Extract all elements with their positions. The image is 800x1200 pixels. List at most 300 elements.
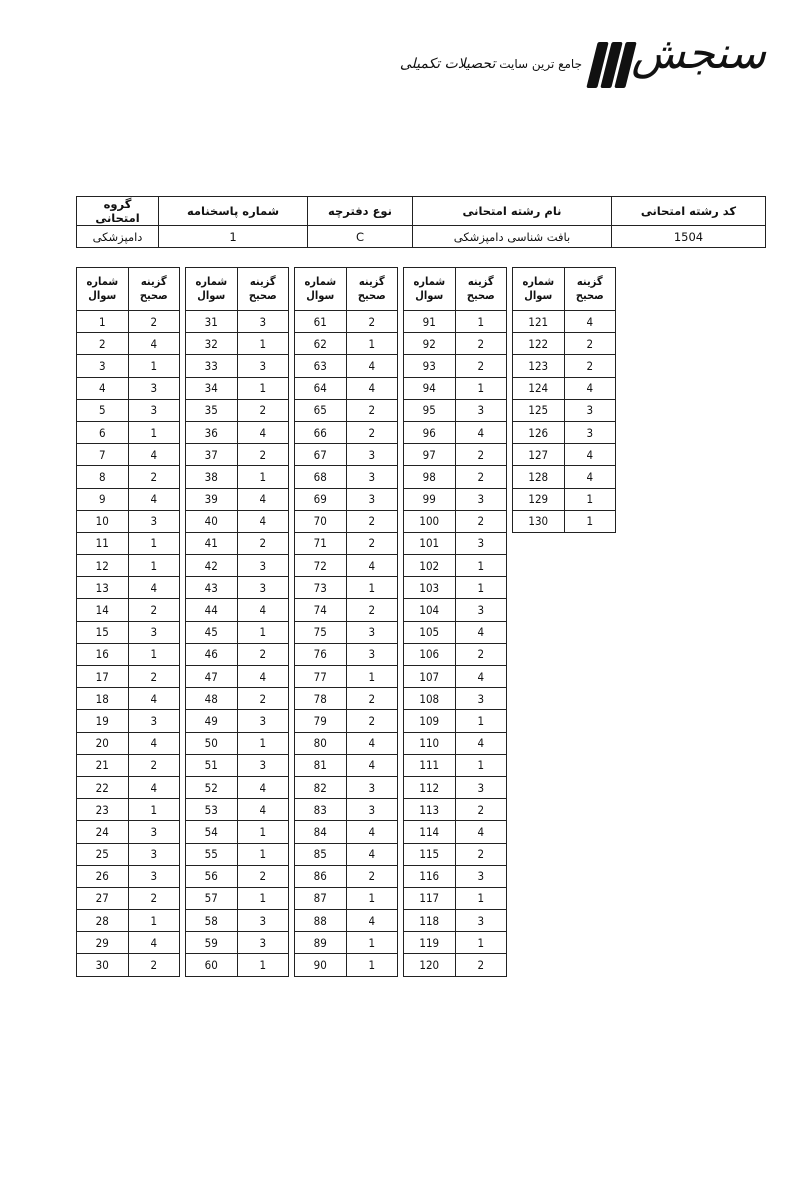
question-number: 26 <box>77 865 129 887</box>
correct-option: 2 <box>346 710 398 732</box>
answer-block-header <box>77 268 180 311</box>
tagline-prefix: جامع ترین سایت <box>499 57 582 71</box>
answer-row <box>77 754 180 776</box>
answer-row <box>77 510 180 532</box>
correct-option: 3 <box>237 754 289 776</box>
correct-option: 1 <box>455 577 507 599</box>
correct-option: 1 <box>128 799 180 821</box>
question-number: 64 <box>295 377 347 399</box>
question-number: 85 <box>295 843 347 865</box>
correct-option: 1 <box>237 954 289 976</box>
question-number: 127 <box>513 444 565 466</box>
question-number: 35 <box>186 399 238 421</box>
answer-row <box>77 466 180 488</box>
correct-option: 1 <box>128 421 180 443</box>
question-number: 117 <box>404 887 456 909</box>
answer-col-header: گزینه صحیح <box>237 268 289 311</box>
header-sheet-number: شماره پاسخنامه <box>159 197 308 226</box>
correct-option: 2 <box>564 355 616 377</box>
question-number: 20 <box>77 732 129 754</box>
exam-info-table <box>76 196 766 248</box>
correct-option: 3 <box>455 532 507 554</box>
answer-row <box>404 466 507 488</box>
answer-row <box>186 732 289 754</box>
answer-row <box>186 399 289 421</box>
question-number: 83 <box>295 799 347 821</box>
question-number: 49 <box>186 710 238 732</box>
correct-option: 2 <box>237 532 289 554</box>
value-booklet-type: C <box>308 226 413 248</box>
correct-option: 2 <box>346 399 398 421</box>
question-number: 57 <box>186 887 238 909</box>
answer-row <box>404 910 507 932</box>
question-number: 96 <box>404 421 456 443</box>
answer-row <box>77 532 180 554</box>
correct-option: 1 <box>455 887 507 909</box>
correct-option: 2 <box>346 311 398 333</box>
tagline-hand: تحصیلات تکمیلی <box>399 56 496 72</box>
correct-option: 4 <box>346 555 398 577</box>
answer-row <box>404 732 507 754</box>
answer-row <box>295 910 398 932</box>
correct-option: 2 <box>455 643 507 665</box>
question-number: 73 <box>295 577 347 599</box>
correct-option: 2 <box>346 532 398 554</box>
answer-row <box>513 421 616 443</box>
answer-row <box>404 599 507 621</box>
correct-option: 4 <box>346 377 398 399</box>
correct-option: 2 <box>346 421 398 443</box>
question-number: 63 <box>295 355 347 377</box>
question-number: 27 <box>77 887 129 909</box>
correct-option: 2 <box>564 333 616 355</box>
correct-option: 2 <box>455 444 507 466</box>
header-code: کد رشته امتحانی <box>612 197 766 226</box>
question-number: 99 <box>404 488 456 510</box>
answer-row <box>295 688 398 710</box>
answer-row <box>295 510 398 532</box>
value-sheet-number: 1 <box>159 226 308 248</box>
answer-row <box>186 710 289 732</box>
correct-option: 4 <box>128 932 180 954</box>
correct-option: 3 <box>455 488 507 510</box>
answer-row <box>404 488 507 510</box>
answer-row <box>513 355 616 377</box>
question-number: 122 <box>513 333 565 355</box>
answer-row <box>295 843 398 865</box>
correct-option: 1 <box>564 488 616 510</box>
answer-row <box>295 776 398 798</box>
answer-row <box>404 333 507 355</box>
correct-option: 3 <box>346 621 398 643</box>
question-number: 92 <box>404 333 456 355</box>
answer-row <box>186 599 289 621</box>
correct-option: 4 <box>455 621 507 643</box>
answer-row <box>186 532 289 554</box>
answer-row <box>77 688 180 710</box>
question-number: 123 <box>513 355 565 377</box>
question-number: 97 <box>404 444 456 466</box>
question-number: 28 <box>77 910 129 932</box>
correct-option: 1 <box>237 621 289 643</box>
correct-option: 1 <box>128 532 180 554</box>
question-col-header: شماره سوال <box>404 268 456 311</box>
question-number: 42 <box>186 555 238 577</box>
correct-option: 4 <box>128 732 180 754</box>
correct-option: 3 <box>346 776 398 798</box>
question-number: 25 <box>77 843 129 865</box>
question-number: 47 <box>186 666 238 688</box>
correct-option: 2 <box>128 954 180 976</box>
answer-row <box>404 621 507 643</box>
question-number: 11 <box>77 532 129 554</box>
correct-option: 3 <box>128 621 180 643</box>
correct-option: 2 <box>237 865 289 887</box>
answer-row <box>77 710 180 732</box>
correct-option: 4 <box>455 732 507 754</box>
question-number: 66 <box>295 421 347 443</box>
correct-option: 2 <box>455 799 507 821</box>
correct-option: 1 <box>128 643 180 665</box>
correct-option: 4 <box>346 821 398 843</box>
correct-option: 4 <box>346 843 398 865</box>
answer-row <box>77 488 180 510</box>
correct-option: 4 <box>237 599 289 621</box>
question-number: 14 <box>77 599 129 621</box>
question-number: 90 <box>295 954 347 976</box>
answer-row <box>186 643 289 665</box>
correct-option: 3 <box>455 776 507 798</box>
correct-option: 2 <box>455 954 507 976</box>
answer-row <box>186 821 289 843</box>
answer-row <box>186 666 289 688</box>
question-number: 55 <box>186 843 238 865</box>
correct-option: 4 <box>346 732 398 754</box>
question-number: 24 <box>77 821 129 843</box>
question-col-header: شماره سوال <box>295 268 347 311</box>
question-number: 62 <box>295 333 347 355</box>
question-number: 118 <box>404 910 456 932</box>
question-number: 68 <box>295 466 347 488</box>
answer-row <box>186 954 289 976</box>
question-number: 18 <box>77 688 129 710</box>
question-number: 87 <box>295 887 347 909</box>
question-number: 65 <box>295 399 347 421</box>
correct-option: 4 <box>346 355 398 377</box>
correct-option: 3 <box>128 510 180 532</box>
answer-row <box>186 799 289 821</box>
answer-row <box>295 377 398 399</box>
question-number: 100 <box>404 510 456 532</box>
answer-row <box>513 377 616 399</box>
question-number: 112 <box>404 776 456 798</box>
answer-row <box>295 399 398 421</box>
question-number: 36 <box>186 421 238 443</box>
question-number: 61 <box>295 311 347 333</box>
question-number: 1 <box>77 311 129 333</box>
question-number: 6 <box>77 421 129 443</box>
correct-option: 3 <box>455 599 507 621</box>
question-number: 104 <box>404 599 456 621</box>
answer-row <box>77 555 180 577</box>
answer-row <box>77 421 180 443</box>
correct-option: 1 <box>128 910 180 932</box>
correct-option: 1 <box>128 555 180 577</box>
answer-row <box>404 710 507 732</box>
question-number: 13 <box>77 577 129 599</box>
answer-row <box>295 821 398 843</box>
value-code: 1504 <box>612 226 766 248</box>
answer-row <box>186 466 289 488</box>
correct-option: 1 <box>455 710 507 732</box>
answer-block-header <box>186 268 289 311</box>
correct-option: 4 <box>564 377 616 399</box>
answer-row <box>404 666 507 688</box>
answer-row <box>295 333 398 355</box>
question-number: 120 <box>404 954 456 976</box>
logo-bars-icon <box>590 42 634 88</box>
question-number: 79 <box>295 710 347 732</box>
answer-row <box>77 577 180 599</box>
answer-row <box>404 399 507 421</box>
correct-option: 4 <box>237 421 289 443</box>
correct-option: 2 <box>455 466 507 488</box>
question-number: 69 <box>295 488 347 510</box>
question-number: 94 <box>404 377 456 399</box>
correct-option: 3 <box>128 399 180 421</box>
question-number: 86 <box>295 865 347 887</box>
question-number: 46 <box>186 643 238 665</box>
answer-block-3 <box>294 267 398 977</box>
answer-block-header <box>404 268 507 311</box>
question-number: 43 <box>186 577 238 599</box>
question-number: 30 <box>77 954 129 976</box>
answer-block-header <box>513 268 616 311</box>
correct-option: 1 <box>346 887 398 909</box>
question-number: 72 <box>295 555 347 577</box>
exam-info-value-row <box>77 226 766 248</box>
correct-option: 3 <box>564 421 616 443</box>
question-number: 56 <box>186 865 238 887</box>
answer-row <box>404 355 507 377</box>
question-number: 125 <box>513 399 565 421</box>
correct-option: 2 <box>128 466 180 488</box>
question-number: 21 <box>77 754 129 776</box>
question-number: 8 <box>77 466 129 488</box>
question-number: 89 <box>295 932 347 954</box>
question-number: 10 <box>77 510 129 532</box>
correct-option: 2 <box>128 311 180 333</box>
answer-row <box>404 843 507 865</box>
question-number: 40 <box>186 510 238 532</box>
question-number: 116 <box>404 865 456 887</box>
question-number: 33 <box>186 355 238 377</box>
answer-row <box>295 488 398 510</box>
question-number: 39 <box>186 488 238 510</box>
correct-option: 3 <box>346 799 398 821</box>
question-number: 19 <box>77 710 129 732</box>
answer-block-1 <box>76 267 180 977</box>
correct-option: 1 <box>455 754 507 776</box>
question-number: 34 <box>186 377 238 399</box>
correct-option: 4 <box>346 910 398 932</box>
answer-row <box>186 887 289 909</box>
question-number: 107 <box>404 666 456 688</box>
question-number: 37 <box>186 444 238 466</box>
answer-row <box>404 754 507 776</box>
correct-option: 4 <box>564 444 616 466</box>
correct-option: 4 <box>128 688 180 710</box>
answer-row <box>77 843 180 865</box>
question-number: 80 <box>295 732 347 754</box>
question-number: 32 <box>186 333 238 355</box>
correct-option: 1 <box>346 954 398 976</box>
correct-option: 3 <box>237 311 289 333</box>
answer-row <box>404 421 507 443</box>
correct-option: 1 <box>346 666 398 688</box>
answer-row <box>404 887 507 909</box>
answer-row <box>404 688 507 710</box>
answer-row <box>186 865 289 887</box>
question-number: 38 <box>186 466 238 488</box>
question-number: 71 <box>295 532 347 554</box>
correct-option: 4 <box>128 577 180 599</box>
answer-row <box>295 532 398 554</box>
answer-row <box>404 865 507 887</box>
exam-info-header-row <box>77 197 766 226</box>
answer-col-header: گزینه صحیح <box>564 268 616 311</box>
question-number: 75 <box>295 621 347 643</box>
answer-block-5 <box>512 267 616 533</box>
answer-col-header: گزینه صحیح <box>455 268 507 311</box>
logo <box>399 22 766 92</box>
correct-option: 1 <box>128 355 180 377</box>
answer-row <box>404 776 507 798</box>
correct-option: 2 <box>455 510 507 532</box>
question-number: 124 <box>513 377 565 399</box>
answer-row <box>186 754 289 776</box>
answer-row <box>77 821 180 843</box>
question-number: 103 <box>404 577 456 599</box>
answer-row <box>513 333 616 355</box>
answer-row <box>186 932 289 954</box>
correct-option: 3 <box>237 577 289 599</box>
question-number: 17 <box>77 666 129 688</box>
correct-option: 1 <box>455 555 507 577</box>
header-field-name: نام رشته امتحانی <box>413 197 612 226</box>
answer-row <box>77 932 180 954</box>
correct-option: 4 <box>128 776 180 798</box>
answer-row <box>186 333 289 355</box>
answer-row <box>186 377 289 399</box>
question-number: 76 <box>295 643 347 665</box>
answer-row <box>186 910 289 932</box>
question-number: 4 <box>77 377 129 399</box>
correct-option: 4 <box>564 311 616 333</box>
answer-row <box>513 311 616 333</box>
question-number: 109 <box>404 710 456 732</box>
correct-option: 4 <box>128 488 180 510</box>
answer-row <box>186 510 289 532</box>
answer-row <box>404 444 507 466</box>
answer-row <box>77 399 180 421</box>
question-number: 78 <box>295 688 347 710</box>
header-exam-group: گروه امتحانی <box>77 197 159 226</box>
correct-option: 2 <box>128 887 180 909</box>
correct-option: 2 <box>455 333 507 355</box>
correct-option: 4 <box>237 510 289 532</box>
question-number: 129 <box>513 488 565 510</box>
answer-row <box>295 311 398 333</box>
correct-option: 1 <box>455 311 507 333</box>
question-number: 106 <box>404 643 456 665</box>
answer-row <box>295 799 398 821</box>
question-number: 48 <box>186 688 238 710</box>
question-number: 50 <box>186 732 238 754</box>
answer-row <box>186 577 289 599</box>
correct-option: 3 <box>128 710 180 732</box>
correct-option: 3 <box>455 865 507 887</box>
correct-option: 2 <box>346 688 398 710</box>
answer-row <box>295 754 398 776</box>
answer-row <box>295 643 398 665</box>
correct-option: 1 <box>346 333 398 355</box>
answer-col-header: گزینه صحیح <box>346 268 398 311</box>
question-number: 60 <box>186 954 238 976</box>
answer-row <box>404 510 507 532</box>
answer-row <box>77 887 180 909</box>
answer-col-header: گزینه صحیح <box>128 268 180 311</box>
question-number: 126 <box>513 421 565 443</box>
answer-row <box>186 621 289 643</box>
question-number: 44 <box>186 599 238 621</box>
correct-option: 4 <box>455 421 507 443</box>
answer-row <box>77 621 180 643</box>
question-number: 111 <box>404 754 456 776</box>
correct-option: 1 <box>237 377 289 399</box>
answer-row <box>404 821 507 843</box>
answer-row <box>404 532 507 554</box>
answer-row <box>513 399 616 421</box>
correct-option: 3 <box>237 555 289 577</box>
correct-option: 1 <box>455 377 507 399</box>
answer-row <box>295 666 398 688</box>
answer-row <box>77 865 180 887</box>
question-number: 3 <box>77 355 129 377</box>
correct-option: 4 <box>237 666 289 688</box>
correct-option: 2 <box>237 444 289 466</box>
question-number: 114 <box>404 821 456 843</box>
answer-row <box>186 488 289 510</box>
answer-row <box>513 488 616 510</box>
question-number: 98 <box>404 466 456 488</box>
answer-row <box>513 466 616 488</box>
answer-row <box>77 910 180 932</box>
answer-row <box>77 643 180 665</box>
answer-row <box>295 865 398 887</box>
correct-option: 2 <box>128 599 180 621</box>
header-booklet-type: نوع دفترچه <box>308 197 413 226</box>
correct-option: 1 <box>237 466 289 488</box>
answer-row <box>404 643 507 665</box>
correct-option: 2 <box>455 843 507 865</box>
question-number: 31 <box>186 311 238 333</box>
correct-option: 4 <box>237 776 289 798</box>
correct-option: 3 <box>237 932 289 954</box>
question-number: 91 <box>404 311 456 333</box>
question-col-header: شماره سوال <box>513 268 565 311</box>
answer-row <box>77 377 180 399</box>
